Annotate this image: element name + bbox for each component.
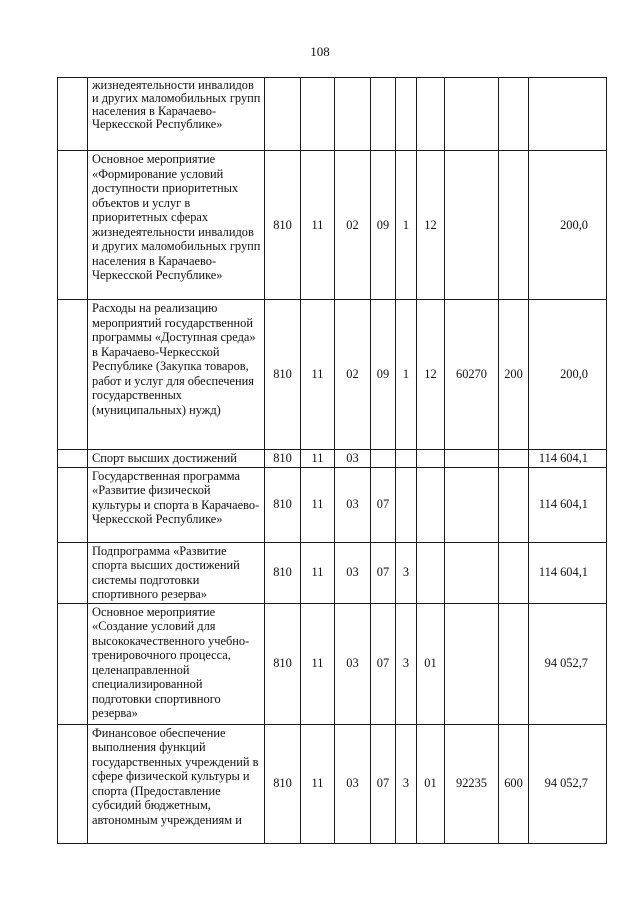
direction-code-cell xyxy=(445,467,499,542)
section-code-cell: 11 xyxy=(301,300,335,450)
section-code-cell: 11 xyxy=(301,450,335,468)
subsection-code-cell: 03 xyxy=(335,603,371,724)
table-row xyxy=(58,542,607,603)
subprogram-code-cell xyxy=(396,467,417,542)
table-row xyxy=(58,450,607,468)
program-code-cell: 07 xyxy=(371,603,396,724)
table-row xyxy=(58,603,607,724)
amount-cell: 94 052,7 xyxy=(529,724,607,843)
amount-cell: 114 604,1 xyxy=(529,467,607,542)
subsection-code-cell: 02 xyxy=(335,151,371,300)
section-code-cell: 11 xyxy=(301,151,335,300)
direction-code-cell xyxy=(445,151,499,300)
program-code-cell xyxy=(371,450,396,468)
subsection-code-cell: 03 xyxy=(335,542,371,603)
name-cell: Основное мероприятие «Создание условий для высококачественного учебно-тренировочного процесса, целенаправленной специализированной подготовки спортивного резерва» xyxy=(88,603,265,724)
ministry-code-cell: 810 xyxy=(265,450,301,468)
expense-type-cell xyxy=(499,151,529,300)
direction-code-cell xyxy=(445,603,499,724)
ministry-code-cell: 810 xyxy=(265,603,301,724)
program-code-cell: 09 xyxy=(371,300,396,450)
section-code-cell: 11 xyxy=(301,467,335,542)
amount-cell: 114 604,1 xyxy=(529,450,607,468)
main-measure-code-cell: 12 xyxy=(417,151,445,300)
subprogram-code-cell xyxy=(396,78,417,151)
name-cell: Основное мероприятие «Формирование условий доступности приоритетных объектов и услуг в приоритетных сферах жизнедеятельности инвалидов и других маломобильных групп населения в Карачаево-Черкесской Республике» xyxy=(88,151,265,300)
index-cell xyxy=(58,603,88,724)
ministry-code-cell: 810 xyxy=(265,151,301,300)
subprogram-code-cell: 1 xyxy=(396,300,417,450)
name-cell: Подпрограмма «Развитие спорта высших достижений системы подготовки спортивного резерва» xyxy=(88,542,265,603)
expense-type-cell xyxy=(499,78,529,151)
table-row xyxy=(58,78,607,151)
main-measure-code-cell: 12 xyxy=(417,300,445,450)
main-measure-code-cell xyxy=(417,542,445,603)
section-code-cell: 11 xyxy=(301,542,335,603)
subsection-code-cell xyxy=(335,78,371,151)
program-code-cell: 09 xyxy=(371,151,396,300)
index-cell xyxy=(58,724,88,843)
index-cell xyxy=(58,151,88,300)
section-code-cell: 11 xyxy=(301,724,335,843)
page-number: 108 xyxy=(310,44,330,59)
table-row xyxy=(58,300,607,450)
ministry-code-cell: 810 xyxy=(265,724,301,843)
index-cell xyxy=(58,450,88,468)
name-cell: Спорт высших достижений xyxy=(88,450,265,468)
index-cell xyxy=(58,78,88,151)
main-measure-code-cell: 01 xyxy=(417,603,445,724)
subsection-code-cell: 03 xyxy=(335,450,371,468)
amount-cell: 114 604,1 xyxy=(529,542,607,603)
main-measure-code-cell xyxy=(417,450,445,468)
table-row xyxy=(58,467,607,542)
direction-code-cell xyxy=(445,78,499,151)
subsection-code-cell: 02 xyxy=(335,300,371,450)
table-row xyxy=(58,724,607,843)
section-code-cell xyxy=(301,78,335,151)
expense-type-cell: 200 xyxy=(499,300,529,450)
subprogram-code-cell: 3 xyxy=(396,542,417,603)
direction-code-cell: 92235 xyxy=(445,724,499,843)
amount-cell xyxy=(529,78,607,151)
direction-code-cell xyxy=(445,542,499,603)
ministry-code-cell: 810 xyxy=(265,542,301,603)
main-measure-code-cell xyxy=(417,467,445,542)
expense-type-cell xyxy=(499,467,529,542)
direction-code-cell: 60270 xyxy=(445,300,499,450)
main-measure-code-cell xyxy=(417,78,445,151)
name-cell: жизнедеятельности инвалидов и других маломобильных групп населения в Карачаево-Черкесской Республике» xyxy=(88,78,265,151)
main-measure-code-cell: 01 xyxy=(417,724,445,843)
direction-code-cell xyxy=(445,450,499,468)
program-code-cell: 07 xyxy=(371,724,396,843)
subprogram-code-cell: 3 xyxy=(396,603,417,724)
expense-type-cell xyxy=(499,450,529,468)
ministry-code-cell xyxy=(265,78,301,151)
amount-cell: 200,0 xyxy=(529,300,607,450)
name-cell: Финансовое обеспечение выполнения функций государственных учреждений в сфере физической культуры и спорта (Предоставление субсидий бюджетным, автономным учреждениям и xyxy=(88,724,265,843)
program-code-cell: 07 xyxy=(371,467,396,542)
index-cell xyxy=(58,467,88,542)
program-code-cell: 07 xyxy=(371,542,396,603)
name-cell: Расходы на реализацию мероприятий государственной программы «Доступная среда» в Карачаево-Черкесской Республике (Закупка товаров, работ и услуг для обеспечения государственных (муниципальных) нужд) xyxy=(88,300,265,450)
index-cell xyxy=(58,300,88,450)
ministry-code-cell: 810 xyxy=(265,300,301,450)
subprogram-code-cell: 1 xyxy=(396,151,417,300)
amount-cell: 94 052,7 xyxy=(529,603,607,724)
expense-type-cell xyxy=(499,542,529,603)
amount-cell: 200,0 xyxy=(529,151,607,300)
index-cell xyxy=(58,542,88,603)
ministry-code-cell: 810 xyxy=(265,467,301,542)
expense-type-cell xyxy=(499,603,529,724)
table-row xyxy=(58,151,607,300)
subprogram-code-cell xyxy=(396,450,417,468)
program-code-cell xyxy=(371,78,396,151)
section-code-cell: 11 xyxy=(301,603,335,724)
budget-table xyxy=(57,77,607,844)
name-cell: Государственная программа «Развитие физической культуры и спорта в Карачаево-Черкесской Республике» xyxy=(88,467,265,542)
subsection-code-cell: 03 xyxy=(335,467,371,542)
expense-type-cell: 600 xyxy=(499,724,529,843)
subsection-code-cell: 03 xyxy=(335,724,371,843)
subprogram-code-cell: 3 xyxy=(396,724,417,843)
